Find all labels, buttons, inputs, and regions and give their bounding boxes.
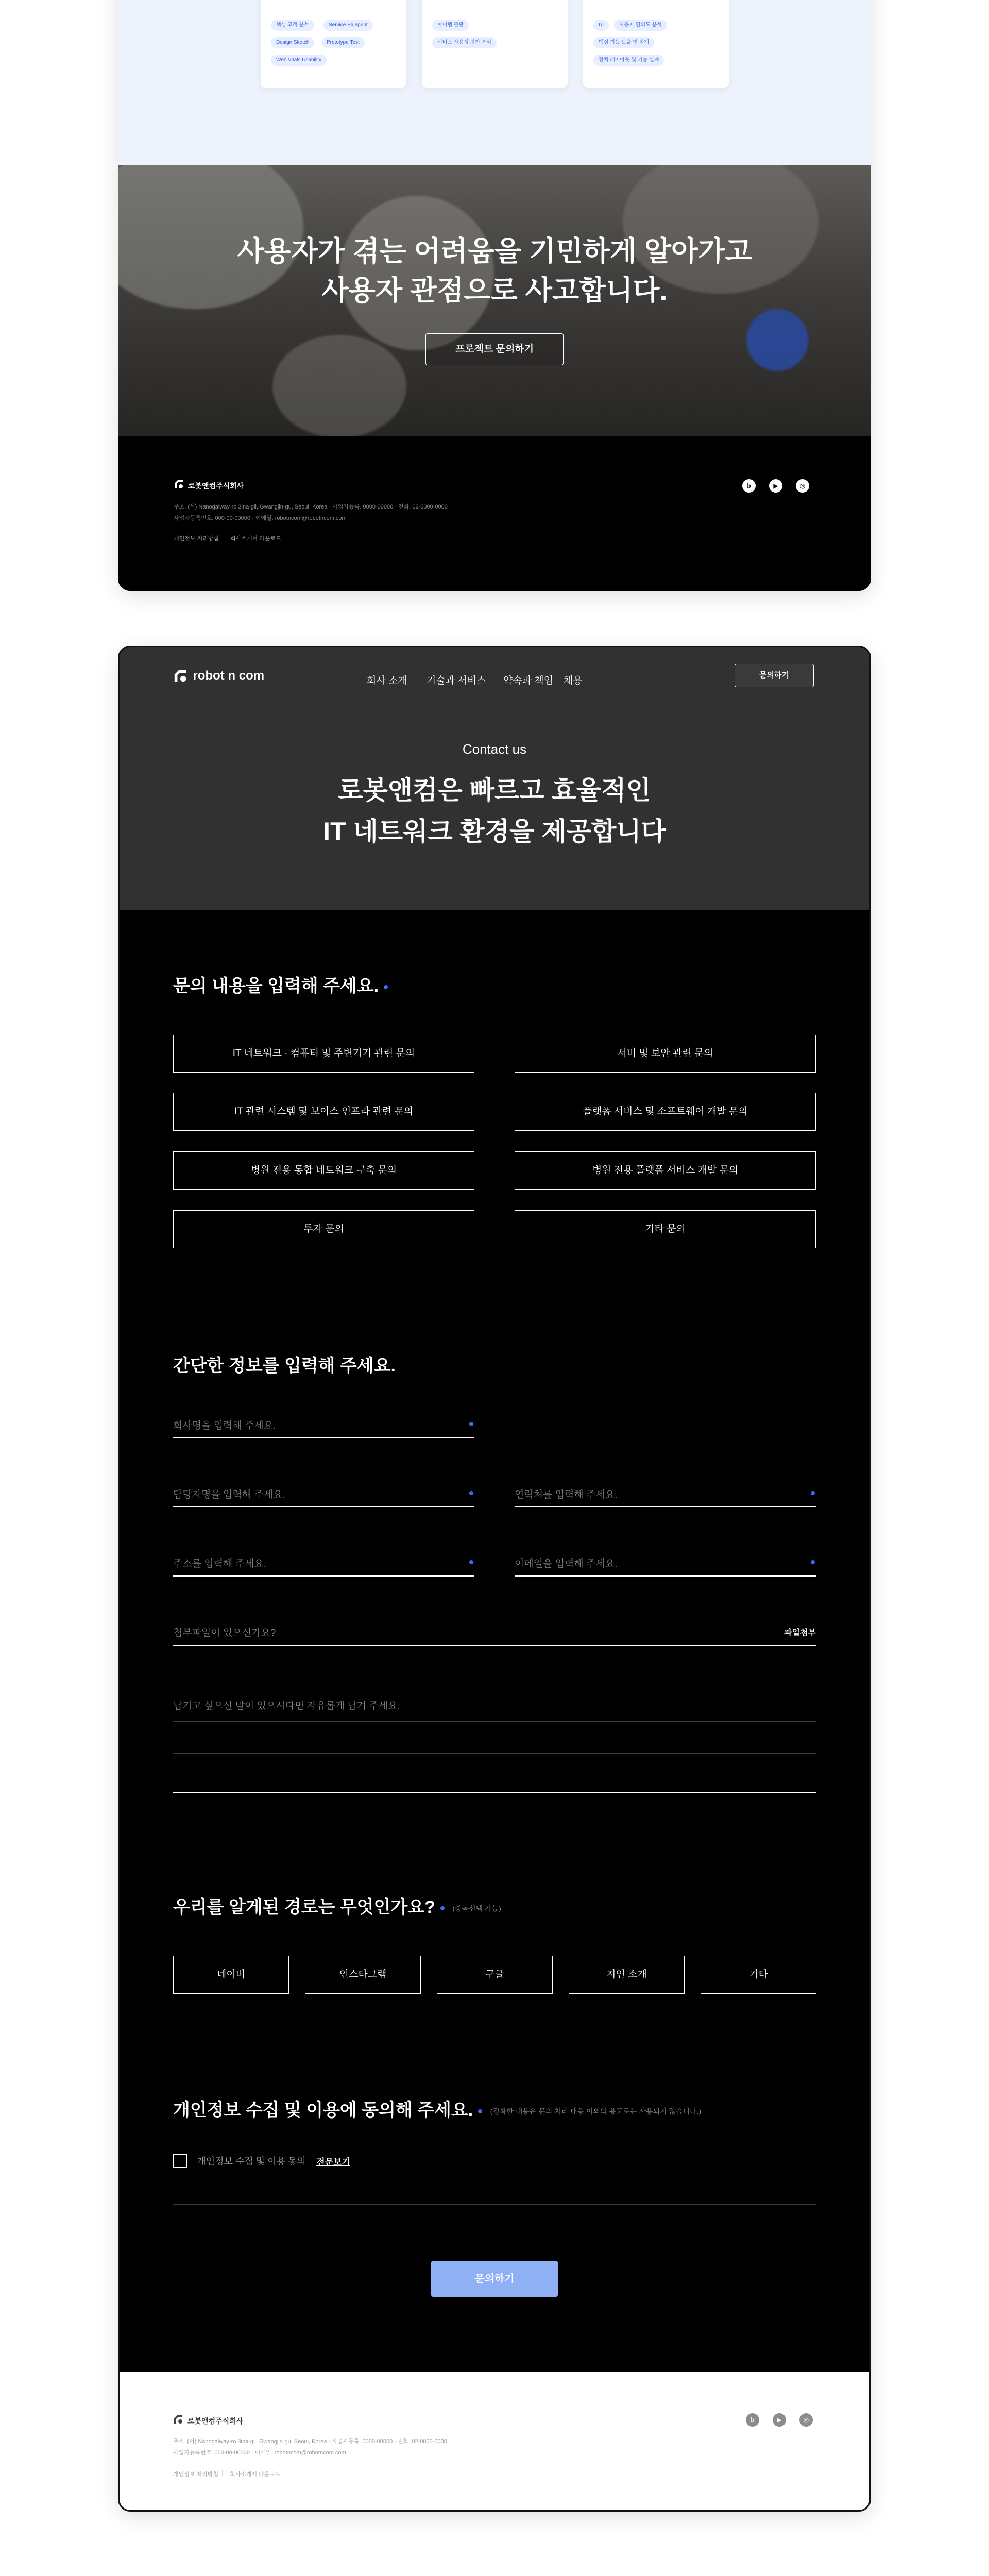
inquiry-option-hospital-network[interactable]: 병원 전용 통합 네트워크 구축 문의 <box>173 1151 474 1190</box>
address-field[interactable] <box>173 1553 474 1577</box>
footer-registration: 사업자등록번호. 000-00-00000 · 이메일. robotncom@robotncom.com <box>174 515 347 521</box>
footer-company: 로봇앤컴주식회사 <box>187 2417 244 2425</box>
footer-company: 로봇앤컴주식회사 <box>188 482 244 490</box>
consent-row <box>173 2154 350 2169</box>
nav-careers[interactable]: 채용 <box>564 675 583 686</box>
tag: Web Vitals Usability <box>271 55 327 66</box>
hero-photo-shape <box>746 309 808 371</box>
manager-field[interactable] <box>173 1484 474 1507</box>
contact-header <box>120 647 869 910</box>
consent-label: 개인정보 수집 및 이용 동의 <box>197 2156 306 2166</box>
youtube-icon[interactable]: ▶ <box>769 479 782 493</box>
inquiry-section-title <box>173 972 388 997</box>
contact-page-frame <box>118 646 871 2512</box>
instagram-icon[interactable]: ◎ <box>799 2413 813 2427</box>
company-field[interactable] <box>173 1415 474 1438</box>
logo-icon <box>174 479 184 489</box>
nav-inquiry-button[interactable]: 문의하기 <box>735 664 814 687</box>
nav-about[interactable]: 회사 소개 <box>367 675 407 686</box>
inquiry-option-network[interactable]: IT 네트워크 · 컴퓨터 및 주변기기 관련 문의 <box>173 1035 474 1073</box>
required-dot <box>440 1906 445 1910</box>
process-card-1 <box>261 0 406 88</box>
submit-button[interactable]: 문의하기 <box>431 2261 558 2297</box>
inquiry-title-text: 문의 내용을 입력해 주세요. <box>173 976 379 996</box>
hero-photo-shape <box>272 335 406 436</box>
consent-view-link[interactable]: 전문보기 <box>316 2157 350 2167</box>
tag: 전체 레이아웃 및 기능 설계 <box>593 55 664 66</box>
logo-icon <box>173 669 187 683</box>
phone-placeholder: 연락처를 입력해 주세요. <box>515 1489 618 1500</box>
attach-file-button[interactable]: 파일첨부 <box>784 1629 816 1637</box>
inquiry-option-hospital-platform[interactable]: 병원 전용 플랫폼 서비스 개발 문의 <box>515 1151 816 1190</box>
email-field[interactable] <box>515 1553 816 1577</box>
route-option-naver[interactable]: 네이버 <box>173 1956 289 1994</box>
footer-registration: 사업자등록번호. 000-00-00000 · 이메일. robotncom@robotncom.com <box>173 2450 346 2456</box>
previous-page-frame <box>118 0 871 591</box>
route-option-other[interactable]: 기타 <box>701 1956 816 1994</box>
route-note: (중복선택 가능) <box>452 1904 501 1913</box>
tag: 서비스 사용성 평가 분석 <box>432 37 497 48</box>
consent-note: (정확한 내용은 문의 처리 대응 이외의 용도로는 사용되지 않습니다.) <box>490 2107 702 2116</box>
tag: 아이템 출판 <box>432 20 469 31</box>
route-option-referral[interactable]: 지인 소개 <box>569 1956 685 1994</box>
required-dot <box>811 1491 815 1495</box>
footer-divider: | <box>221 2470 223 2476</box>
route-option-google[interactable]: 구글 <box>437 1956 553 1994</box>
required-dot <box>384 985 388 989</box>
consent-title-text: 개인정보 수집 및 이용에 동의해 주세요. <box>173 2100 473 2120</box>
nav-tech-services[interactable]: 기술과 서비스 <box>427 675 486 686</box>
required-dot <box>478 2109 482 2113</box>
phone-field[interactable] <box>515 1484 816 1507</box>
instagram-icon[interactable]: ◎ <box>796 479 809 493</box>
contact-title-line-2: IT 네트워크 환경을 제공합니다 <box>323 817 666 846</box>
attachment-placeholder: 첨부파일이 있으신가요? <box>173 1628 276 1638</box>
footer-brochure-link[interactable]: 회사소개서 다운로드 <box>230 2471 281 2478</box>
brand-logo[interactable] <box>173 669 264 686</box>
message-bottom-line <box>173 1792 816 1793</box>
footer-address: 주소. (서) Nanogalway-ro 3ina-gil, Gwangjin-gu, Seoul, Korea · 사업자등록. 0000-00000 · 전화. 02-0000-0000 <box>174 504 448 510</box>
contact-eyebrow: Contact us <box>462 741 527 757</box>
inquiry-option-system-voice[interactable]: IT 관련 시스템 및 보이스 인프라 관련 문의 <box>173 1093 474 1131</box>
footer-address: 주소. (서) Nanogalway-ro 3ina-gil, Gwangjin-gu, Seoul, Korea · 사업자등록. 0000-00000 · 전화. 02-0000-0000 <box>173 2438 447 2445</box>
inquiry-option-other[interactable]: 기타 문의 <box>515 1210 816 1248</box>
route-title-text: 우리를 알게된 경로는 무엇인가요? <box>173 1897 435 1917</box>
footer-privacy-link[interactable]: 개인정보 처리방침 <box>174 536 219 542</box>
inquiry-option-server-security[interactable]: 서버 및 보안 관련 문의 <box>515 1035 816 1073</box>
hero-title-line-1: 사용자가 겪는 어려움을 기민하게 알아가고 <box>237 236 752 267</box>
tag: Service Blueprint <box>323 20 373 31</box>
tag: Prototype Test <box>321 37 365 48</box>
address-placeholder: 주소를 입력해 주세요. <box>173 1558 267 1569</box>
contact-title-line-1: 로봇앤컴은 빠르고 효율적인 <box>338 776 651 805</box>
consent-section-title <box>173 2096 701 2121</box>
tag: Design Sketch <box>271 37 314 48</box>
youtube-icon[interactable]: ▶ <box>773 2413 786 2427</box>
required-dot <box>811 1560 815 1564</box>
tag: 사용자 편의도 분석 <box>614 20 667 31</box>
process-card-3 <box>583 0 729 88</box>
inquiry-option-platform-software[interactable]: 플랫폼 서비스 및 소프트웨어 개발 문의 <box>515 1093 816 1131</box>
manager-placeholder: 담당자명을 입력해 주세요. <box>173 1489 285 1500</box>
hero-title-line-2: 사용자 관점으로 사고합니다. <box>321 275 668 306</box>
cta-hero-section <box>118 165 871 436</box>
blog-icon[interactable]: b <box>742 479 756 493</box>
project-inquiry-button[interactable]: 프로젝트 문의하기 <box>425 333 564 365</box>
footer-brochure-link[interactable]: 회사소개서 다운로드 <box>230 536 281 542</box>
email-placeholder: 이메일을 입력해 주세요. <box>515 1558 618 1569</box>
tag: 핵심 기능 도출 및 설계 <box>593 37 654 48</box>
consent-checkbox[interactable] <box>173 2154 187 2168</box>
blog-icon[interactable]: b <box>746 2413 759 2427</box>
footer <box>118 436 871 591</box>
footer-privacy-link[interactable]: 개인정보 처리방침 <box>173 2471 219 2478</box>
process-section <box>118 0 871 165</box>
message-placeholder: 남기고 싶으신 말이 있으시다면 자유롭게 남겨 주세요. <box>173 1701 400 1711</box>
tag: 핵심 고객 분석 <box>271 20 314 31</box>
tag: UI <box>593 20 609 31</box>
logo-text: robot n com <box>193 669 265 683</box>
info-section-title: 간단한 정보를 입력해 주세요. <box>173 1356 396 1376</box>
required-dot <box>469 1422 473 1426</box>
nav-promise[interactable]: 약속과 책임 <box>503 675 554 686</box>
required-dot <box>469 1491 473 1495</box>
consent-divider <box>173 2204 816 2205</box>
company-placeholder: 회사명을 입력해 주세요. <box>173 1420 276 1431</box>
required-dot <box>469 1560 473 1564</box>
route-section-title <box>173 1893 501 1918</box>
message-field[interactable] <box>173 1691 816 1722</box>
attachment-field[interactable] <box>173 1622 816 1646</box>
route-option-instagram[interactable]: 인스타그램 <box>305 1956 421 1994</box>
message-divider <box>173 1753 816 1754</box>
logo-icon <box>173 2414 183 2425</box>
process-card-2 <box>422 0 568 88</box>
footer-divider: | <box>222 534 224 540</box>
inquiry-option-investment[interactable]: 투자 문의 <box>173 1210 474 1248</box>
footer <box>120 2372 869 2512</box>
